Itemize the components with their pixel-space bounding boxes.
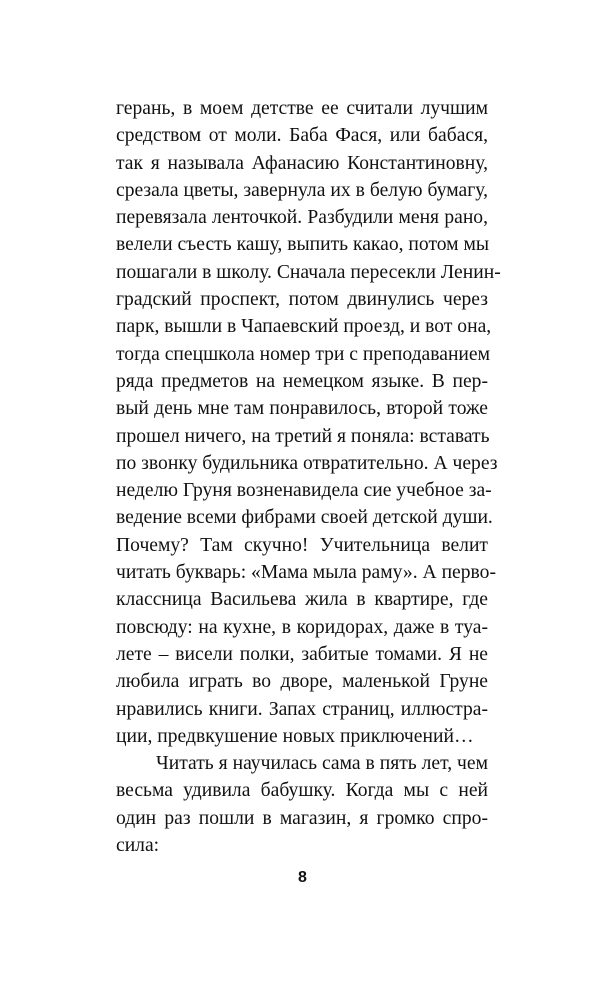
text-line: сила: <box>116 835 160 857</box>
text-line: парк, вышли в Чапаевский проезд, и вот она, <box>116 316 492 338</box>
text-line: Почему? Там скучно! Учительница велит <box>116 534 488 556</box>
text-line: вый день мне там понравилось, второй тоже <box>116 398 488 420</box>
text-line: неделю Груня возненавидела сие учебное за- <box>116 480 492 502</box>
text-line: Читать я научилась сама в пять лет, чем <box>156 753 488 775</box>
text-line: прошел ничего, на третий я поняла: вставать <box>116 425 490 447</box>
text-line: по звонку будильника отвратительно. А через <box>116 452 498 474</box>
text-line: нравились книги. Запах страниц, иллюстра- <box>116 698 488 720</box>
text-line: ведение всеми фибрами своей детской души. <box>116 507 493 529</box>
text-line: весьма удивила бабушку. Когда мы с ней <box>116 780 488 802</box>
page-number: 8 <box>298 869 307 886</box>
text-line: повсюду: на кухне, в коридорах, даже в туа- <box>116 616 488 638</box>
body-text <box>116 95 501 859</box>
text-line: ции, предвкушение новых приключений… <box>116 725 474 747</box>
text-line: пошагали в школу. Сначала пересекли Ленин- <box>116 261 501 283</box>
text-line: тогда спецшкола номер три с преподаванием <box>116 343 491 365</box>
text-line: любила играть во дворе, маленькой Груне <box>116 671 488 693</box>
text-line: читать букварь: «Мама мыла раму». А перво- <box>116 562 496 584</box>
text-line: велели съесть кашу, выпить какао, потом мы <box>116 234 490 256</box>
text-line: классница Васильева жила в квартире, где <box>116 589 488 611</box>
text-line: перевязала ленточкой. Разбудили меня рано, <box>116 207 488 229</box>
text-line: средством от моли. Баба Фася, или бабася, <box>116 125 488 147</box>
text-line: ряда предметов на немецком языке. В пер- <box>116 370 488 392</box>
text-line: лете – висели полки, забитые томами. Я не <box>116 643 488 665</box>
text-line: так я называла Афанасию Константиновну, <box>116 152 488 174</box>
text-line: срезала цветы, завернула их в белую бумагу, <box>116 179 488 201</box>
text-line: градский проспект, потом двинулись через <box>116 289 488 311</box>
text-line: герань, в моем детстве ее считали лучшим <box>116 98 488 119</box>
text-line: один раз пошли в магазин, я громко спро- <box>116 807 488 829</box>
